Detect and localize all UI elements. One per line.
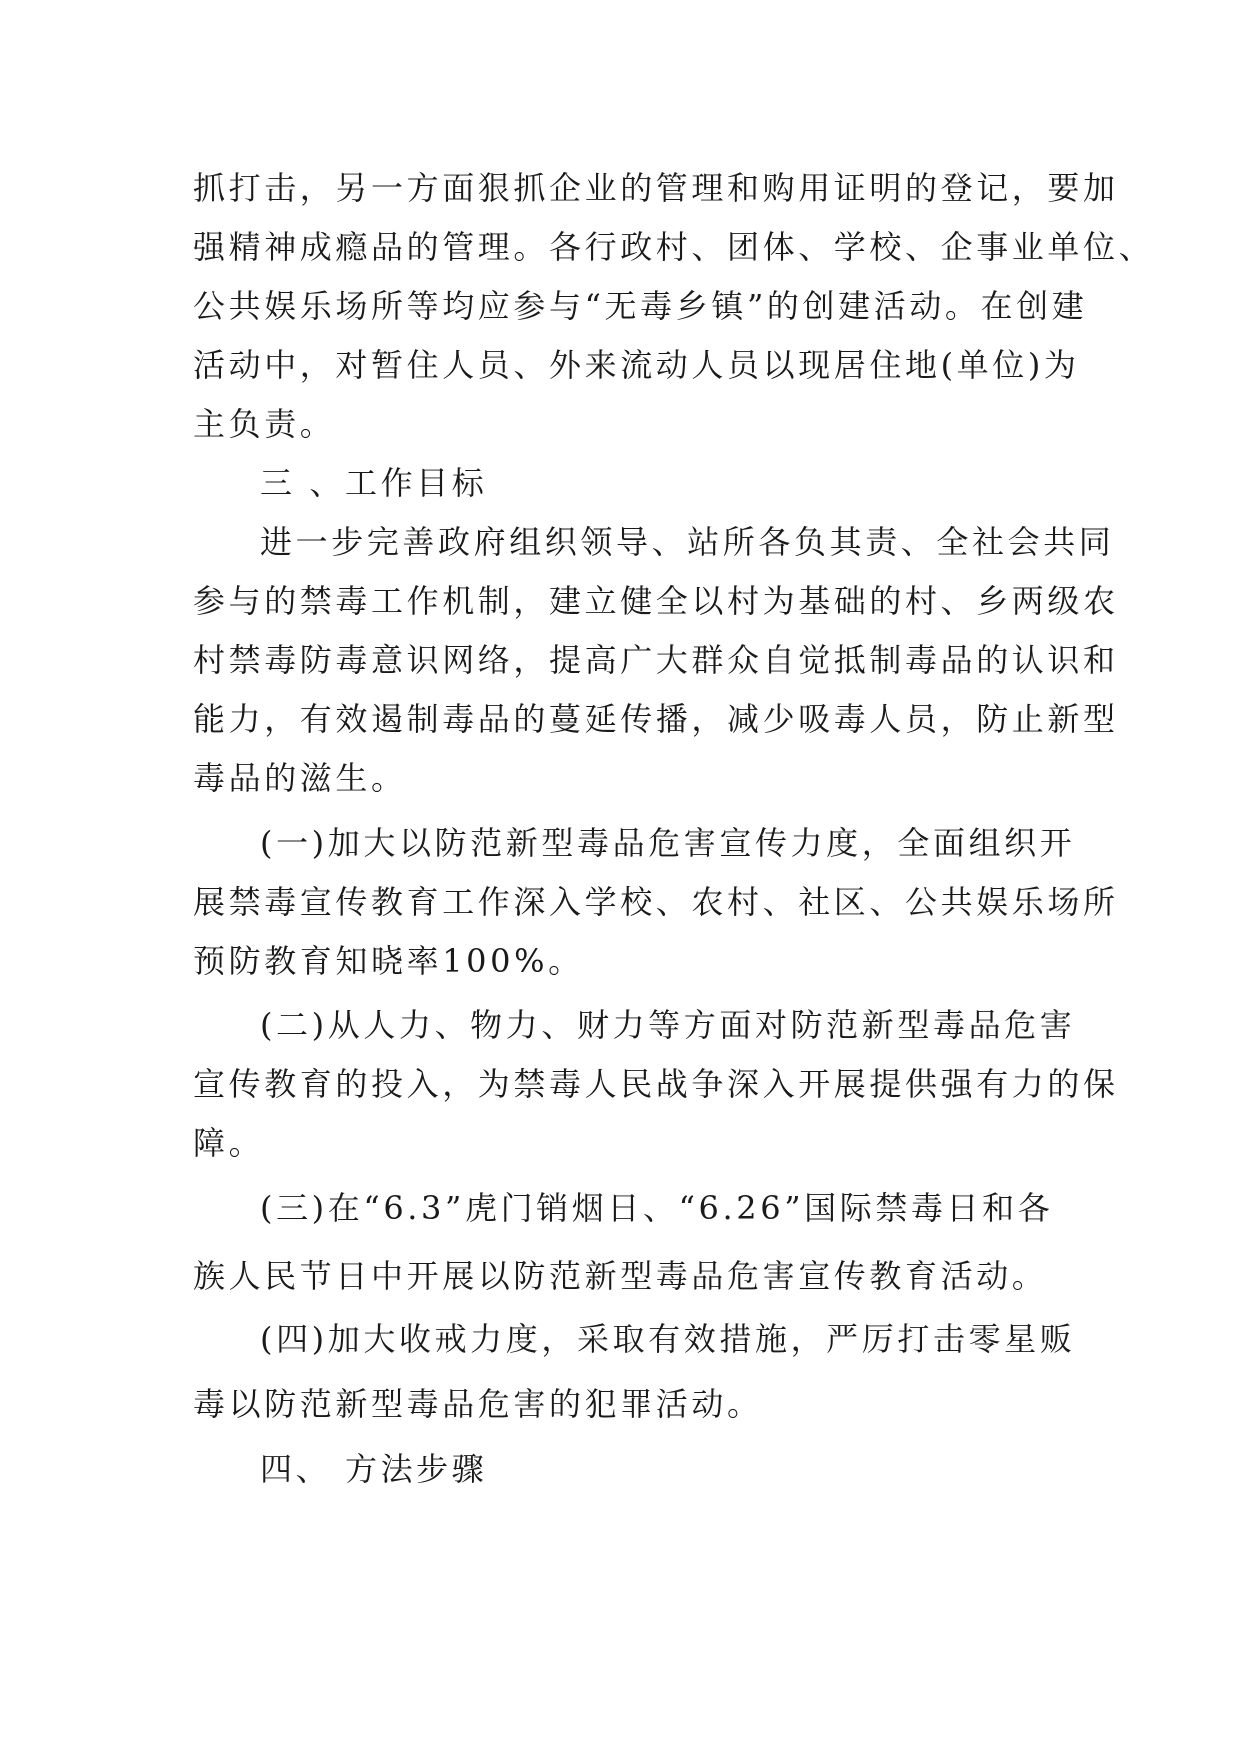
list-item-line: (三)在“6.3”虎门销烟日、“6.26”国际禁毒日和各 xyxy=(260,1189,1054,1227)
body-line: 毒品的滋生。 xyxy=(193,759,407,797)
body-line: 活动中，对暂住人员、外来流动人员以现居住地(单位)为 xyxy=(193,346,1080,384)
list-item-line: 毒以防范新型毒品危害的犯罪活动。 xyxy=(193,1385,763,1423)
list-item-line: 宣传教育的投入，为禁毒人民战争深入开展提供强有力的保 xyxy=(193,1065,1119,1103)
list-item-line: 预防教育知晓率100%。 xyxy=(193,942,584,980)
section-heading: 三 、工作目标 xyxy=(260,464,488,502)
list-item-line: 族人民节日中开展以防范新型毒品危害宣传教育活动。 xyxy=(193,1257,1048,1295)
list-item-line: (一)加大以防范新型毒品危害宣传力度，全面组织开 xyxy=(260,824,1076,862)
body-line: 强精神成瘾品的管理。各行政村、团体、学校、企事业单位、 xyxy=(193,228,1155,266)
body-line: 能力，有效遏制毒品的蔓延传播，减少吸毒人员，防止新型 xyxy=(193,700,1119,738)
body-line: 主负责。 xyxy=(193,405,336,443)
body-line: 公共娱乐场所等均应参与“无毒乡镇”的创建活动。在创建 xyxy=(193,287,1088,325)
list-item-line: 障。 xyxy=(193,1124,265,1162)
list-item-line: (二)从人力、物力、财力等方面对防范新型毒品危害 xyxy=(260,1006,1076,1044)
body-line: 村禁毒防毒意识网络，提高广大群众自觉抵制毒品的认识和 xyxy=(193,641,1119,679)
body-line: 进一步完善政府组织领导、站所各负其责、全社会共同 xyxy=(260,523,1115,561)
body-line: 抓打击，另一方面狠抓企业的管理和购用证明的登记，要加 xyxy=(193,169,1119,207)
body-line: 参与的禁毒工作机制，建立健全以村为基础的村、乡两级农 xyxy=(193,582,1119,620)
section-heading: 四、 方法步骤 xyxy=(260,1450,488,1488)
list-item-line: 展禁毒宣传教育工作深入学校、农村、社区、公共娱乐场所 xyxy=(193,883,1119,921)
list-item-line: (四)加大收戒力度，采取有效措施，严厉打击零星贩 xyxy=(260,1320,1076,1358)
